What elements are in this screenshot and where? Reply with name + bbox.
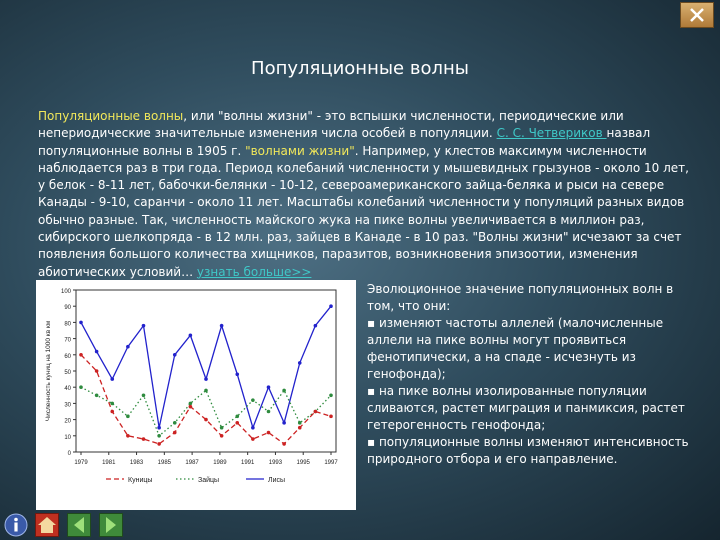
y-tick-label: 60 bbox=[64, 353, 71, 360]
data-point bbox=[126, 345, 130, 349]
data-point bbox=[329, 394, 333, 398]
arrow-right-icon bbox=[99, 513, 123, 537]
x-tick-label: 1995 bbox=[296, 460, 310, 466]
x-tick-label: 1993 bbox=[268, 460, 283, 466]
page-title: Популяционные волны bbox=[251, 58, 469, 79]
data-point bbox=[142, 324, 146, 328]
chart-svg bbox=[36, 280, 356, 510]
data-point bbox=[189, 334, 193, 338]
data-point bbox=[220, 434, 224, 438]
home-icon bbox=[35, 513, 59, 537]
data-point bbox=[157, 442, 161, 446]
y-tick-label: 30 bbox=[64, 402, 71, 409]
y-tick-label: 0 bbox=[67, 451, 71, 457]
forward-button[interactable] bbox=[98, 512, 124, 538]
data-point bbox=[142, 437, 146, 441]
data-point bbox=[204, 389, 208, 393]
data-point bbox=[329, 304, 333, 308]
data-point bbox=[126, 415, 130, 419]
para-text-1: , или "волны жизни" - это вспышки численности, периодические или непериодические значительные изменения числа особей в популяции. bbox=[38, 109, 624, 141]
y-tick-label: 80 bbox=[64, 321, 71, 328]
data-point bbox=[126, 434, 130, 438]
series-line bbox=[81, 387, 331, 436]
info-button[interactable] bbox=[3, 512, 29, 538]
x-tick-label: 1989 bbox=[213, 460, 227, 466]
y-axis-label: Численность куниц на 1000 кв км bbox=[45, 320, 52, 422]
data-point bbox=[251, 437, 255, 441]
y-tick-label: 50 bbox=[64, 370, 71, 376]
data-point bbox=[220, 426, 224, 430]
close-button[interactable] bbox=[680, 2, 714, 28]
intro-paragraph bbox=[38, 108, 690, 281]
data-point bbox=[157, 434, 161, 438]
data-point bbox=[95, 369, 99, 373]
data-point bbox=[189, 405, 193, 409]
x-tick-label: 1979 bbox=[74, 460, 88, 466]
data-point bbox=[298, 426, 302, 430]
y-tick-label: 20 bbox=[64, 418, 71, 425]
y-tick-label: 70 bbox=[64, 337, 71, 344]
arrow-left-icon bbox=[67, 513, 91, 537]
data-point bbox=[79, 353, 83, 357]
legend-label: Лисы bbox=[268, 477, 286, 484]
data-point bbox=[110, 402, 114, 406]
data-point bbox=[204, 418, 208, 422]
x-tick-label: 1997 bbox=[324, 460, 338, 466]
bullet-migration: ▪ на пике волны изолированные популяции сливаются, растет миграция и панмиксия, растет гетерогенность генофонда; bbox=[367, 384, 685, 432]
para-text-3: . Например, у клестов максимум численности наблюдается раз в три года. Период колебаний численности у мышевидных грызунов - около 10 лет, у белок - 8-11 лет, бабочки-белянки - 10-12, североамериканского зайца-беляка и рыси на севере Канады - 9-10, саранчи - около 11 лет. Масштабы колебаний численности у популяций разных видов обычно разные. Так, численность майского жука на пике волны увеличивается в миллион раз, сибирского шелкопряда - в 12 млн. раз, зайцев в Канаде - в 10 раз. "Волны жизни" исчезают за счет появления большого количества хищников, паразитов, возникновения эпизоотии, изменения абиотических условий… bbox=[38, 143, 689, 279]
close-icon bbox=[687, 6, 707, 24]
learn-more-link[interactable]: узнать больше>> bbox=[196, 264, 312, 279]
data-point bbox=[95, 350, 99, 354]
legend-label: Куницы bbox=[128, 477, 153, 484]
back-button[interactable] bbox=[66, 512, 92, 538]
data-point bbox=[282, 421, 286, 425]
data-point bbox=[110, 410, 114, 414]
data-point bbox=[204, 377, 208, 381]
data-point bbox=[251, 426, 255, 430]
data-point bbox=[79, 385, 83, 389]
term-highlight: Популяционные волны bbox=[38, 109, 184, 123]
evolution-text bbox=[367, 281, 697, 468]
data-point bbox=[173, 353, 177, 357]
data-point bbox=[79, 321, 83, 325]
data-point bbox=[110, 377, 114, 381]
legend-label: Зайцы bbox=[198, 477, 220, 484]
data-point bbox=[173, 431, 177, 435]
data-point bbox=[235, 372, 239, 376]
data-point bbox=[267, 410, 271, 414]
data-point bbox=[157, 426, 161, 430]
y-tick-label: 90 bbox=[64, 305, 71, 312]
data-point bbox=[235, 421, 239, 425]
data-point bbox=[267, 431, 271, 435]
waves-of-life-highlight: "волнами жизни" bbox=[245, 143, 355, 158]
data-point bbox=[329, 415, 333, 419]
para-text-2: назвал популяционные волны в 1905 г. bbox=[38, 126, 651, 158]
data-point bbox=[235, 415, 239, 419]
x-tick-label: 1985 bbox=[157, 460, 172, 466]
data-point bbox=[282, 442, 286, 446]
data-point bbox=[220, 324, 224, 328]
x-tick-label: 1987 bbox=[185, 460, 199, 466]
series-line bbox=[81, 355, 331, 444]
y-tick-label: 40 bbox=[64, 386, 71, 393]
data-point bbox=[267, 385, 271, 389]
data-point bbox=[95, 394, 99, 398]
data-point bbox=[142, 394, 146, 398]
data-point bbox=[298, 421, 302, 425]
data-point bbox=[173, 421, 177, 425]
data-point bbox=[189, 402, 193, 406]
info-icon bbox=[4, 513, 28, 537]
data-point bbox=[298, 361, 302, 365]
chetverikov-link[interactable]: С. С. Четвериков bbox=[496, 126, 607, 141]
x-tick-label: 1983 bbox=[129, 460, 144, 466]
home-button[interactable] bbox=[34, 512, 60, 538]
series-line bbox=[81, 306, 331, 428]
evolution-intro: Эволюционное значение популяционных волн в том, что они: bbox=[367, 282, 674, 313]
data-point bbox=[251, 398, 255, 402]
x-tick-label: 1991 bbox=[240, 460, 255, 466]
bullet-alleles: ▪ изменяют частоты аллелей (малочисленные аллели на пике волны могут проявиться фенотипически, а на спаде - исчезнуть из генофонда); bbox=[367, 316, 664, 381]
bullet-selection: ▪ популяционные волны изменяют интенсивность природного отбора и его направление. bbox=[367, 435, 689, 466]
y-tick-label: 10 bbox=[64, 434, 71, 441]
data-point bbox=[314, 410, 318, 414]
data-point bbox=[282, 389, 286, 393]
y-tick-label: 100 bbox=[60, 289, 71, 295]
population-chart bbox=[36, 280, 356, 510]
data-point bbox=[314, 324, 318, 328]
x-tick-label: 1981 bbox=[102, 460, 116, 466]
